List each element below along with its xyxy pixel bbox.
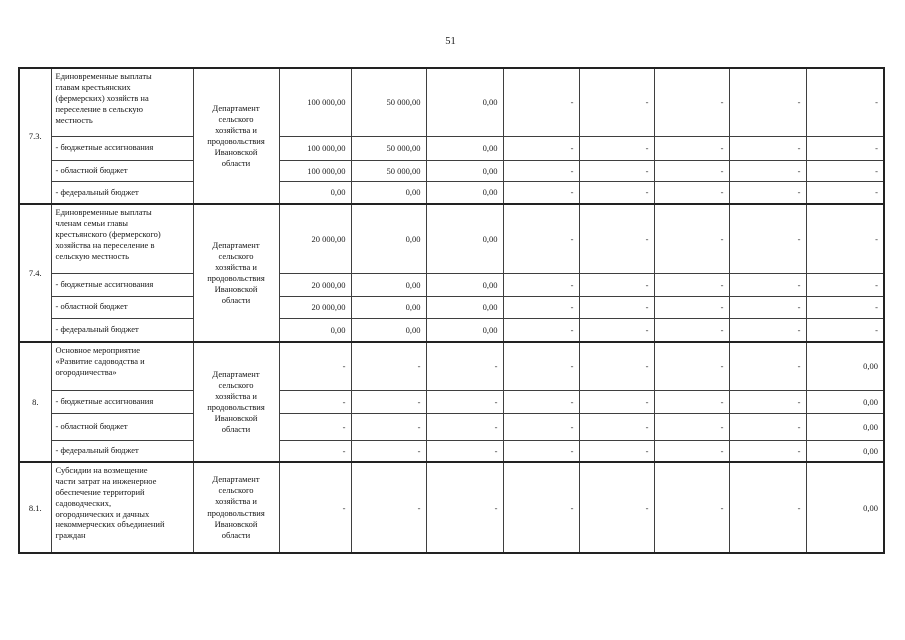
value-cell: 0,00 bbox=[426, 160, 503, 181]
value-cell: - bbox=[806, 181, 884, 204]
value-cell: 0,00 bbox=[279, 181, 351, 204]
page-number: 51 bbox=[445, 36, 456, 47]
value-cell: 0,00 bbox=[351, 204, 426, 273]
value-cell: - bbox=[579, 181, 654, 204]
table-row bbox=[19, 390, 884, 413]
value-cell: 0,00 bbox=[426, 296, 503, 318]
table-row bbox=[19, 462, 884, 553]
value-cell: - bbox=[579, 413, 654, 440]
budget-table bbox=[18, 67, 885, 554]
table-row bbox=[19, 68, 884, 136]
value-cell: - bbox=[279, 462, 351, 553]
value-cell: - bbox=[654, 136, 729, 160]
budget-line-label: - бюджетные ассигнования bbox=[51, 136, 193, 160]
row-number: 8. bbox=[19, 342, 51, 462]
value-cell: - bbox=[729, 296, 806, 318]
row-number: 8.1. bbox=[19, 462, 51, 553]
value-cell: 0,00 bbox=[806, 440, 884, 462]
value-cell: - bbox=[503, 204, 579, 273]
value-cell: 20 000,00 bbox=[279, 296, 351, 318]
value-cell: 0,00 bbox=[426, 181, 503, 204]
value-cell: - bbox=[503, 68, 579, 136]
budget-line-label: - федеральный бюджет bbox=[51, 318, 193, 342]
value-cell: - bbox=[503, 181, 579, 204]
value-cell: - bbox=[503, 318, 579, 342]
value-cell: - bbox=[426, 440, 503, 462]
budget-line-label: - федеральный бюджет bbox=[51, 440, 193, 462]
value-cell: - bbox=[729, 318, 806, 342]
department-text: Департамент сельского хозяйства и продовольствия Ивановской области bbox=[207, 102, 265, 169]
value-cell: 0,00 bbox=[426, 136, 503, 160]
value-cell: - bbox=[729, 390, 806, 413]
value-cell: - bbox=[503, 136, 579, 160]
value-cell: - bbox=[654, 68, 729, 136]
measure-title-cell bbox=[51, 204, 193, 273]
value-cell: 20 000,00 bbox=[279, 204, 351, 273]
value-cell: - bbox=[654, 204, 729, 273]
department-text: Департамент сельского хозяйства и продовольствия Ивановской области bbox=[207, 239, 265, 306]
value-cell: - bbox=[579, 390, 654, 413]
value-cell: - bbox=[806, 204, 884, 273]
value-cell: 0,00 bbox=[806, 390, 884, 413]
department-cell bbox=[193, 68, 279, 204]
value-cell: - bbox=[503, 413, 579, 440]
value-cell: - bbox=[503, 160, 579, 181]
value-cell: - bbox=[579, 296, 654, 318]
value-cell: - bbox=[729, 413, 806, 440]
measure-title: Основное мероприятие «Развитие садоводства и огородничества» bbox=[55, 345, 145, 377]
department-text: Департамент сельского хозяйства и продовольствия Ивановской области bbox=[207, 474, 265, 540]
value-cell: - bbox=[579, 136, 654, 160]
value-cell: - bbox=[351, 390, 426, 413]
value-cell: - bbox=[426, 413, 503, 440]
value-cell: - bbox=[351, 342, 426, 390]
value-cell: - bbox=[729, 204, 806, 273]
value-cell: - bbox=[806, 296, 884, 318]
table-row bbox=[19, 342, 884, 390]
value-cell: 0,00 bbox=[426, 204, 503, 273]
value-cell: - bbox=[503, 273, 579, 296]
value-cell: 50 000,00 bbox=[351, 68, 426, 136]
value-cell: - bbox=[729, 181, 806, 204]
value-cell: - bbox=[279, 390, 351, 413]
department-cell bbox=[193, 204, 279, 342]
measure-title-cell bbox=[51, 68, 193, 136]
measure-title-cell bbox=[51, 342, 193, 390]
value-cell: - bbox=[279, 440, 351, 462]
value-cell: - bbox=[654, 413, 729, 440]
department-cell bbox=[193, 462, 279, 553]
table-row bbox=[19, 273, 884, 296]
value-cell: - bbox=[279, 413, 351, 440]
value-cell: - bbox=[654, 181, 729, 204]
budget-line-label: - областной бюджет bbox=[51, 296, 193, 318]
value-cell: - bbox=[579, 273, 654, 296]
value-cell: 100 000,00 bbox=[279, 68, 351, 136]
value-cell: 20 000,00 bbox=[279, 273, 351, 296]
budget-line-label: - федеральный бюджет bbox=[51, 181, 193, 204]
value-cell: 50 000,00 bbox=[351, 160, 426, 181]
table-row bbox=[19, 160, 884, 181]
value-cell: 100 000,00 bbox=[279, 136, 351, 160]
value-cell: - bbox=[503, 390, 579, 413]
value-cell: - bbox=[806, 68, 884, 136]
value-cell: - bbox=[351, 462, 426, 553]
table-row bbox=[19, 318, 884, 342]
value-cell: - bbox=[351, 440, 426, 462]
value-cell: - bbox=[806, 136, 884, 160]
value-cell: - bbox=[579, 68, 654, 136]
value-cell: - bbox=[654, 296, 729, 318]
value-cell: - bbox=[503, 296, 579, 318]
value-cell: - bbox=[806, 318, 884, 342]
value-cell: - bbox=[654, 390, 729, 413]
value-cell: - bbox=[729, 136, 806, 160]
value-cell: 0,00 bbox=[806, 413, 884, 440]
value-cell: - bbox=[503, 440, 579, 462]
value-cell: 0,00 bbox=[426, 273, 503, 296]
value-cell: - bbox=[729, 273, 806, 296]
value-cell: 0,00 bbox=[426, 318, 503, 342]
value-cell: - bbox=[426, 342, 503, 390]
measure-title: Единовременные выплаты членам семьи главы крестьянского (фермерского) хозяйства на переселение в сельскую местность bbox=[55, 207, 161, 261]
value-cell: - bbox=[654, 160, 729, 181]
budget-line-label: - областной бюджет bbox=[51, 413, 193, 440]
value-cell: 0,00 bbox=[351, 318, 426, 342]
value-cell: - bbox=[729, 342, 806, 390]
value-cell: - bbox=[579, 160, 654, 181]
value-cell: - bbox=[654, 342, 729, 390]
value-cell: - bbox=[806, 273, 884, 296]
department-text: Департамент сельского хозяйства и продовольствия Ивановской области bbox=[207, 368, 265, 435]
value-cell: 50 000,00 bbox=[351, 136, 426, 160]
value-cell: - bbox=[729, 160, 806, 181]
measure-title: Единовременные выплаты главам крестьянских (фермерских) хозяйств на переселение в сельскую местность bbox=[55, 71, 152, 125]
value-cell: - bbox=[654, 440, 729, 462]
value-cell: - bbox=[503, 462, 579, 553]
value-cell: - bbox=[579, 204, 654, 273]
value-cell: 0,00 bbox=[351, 273, 426, 296]
table-row bbox=[19, 413, 884, 440]
value-cell: 0,00 bbox=[351, 296, 426, 318]
value-cell: 0,00 bbox=[426, 68, 503, 136]
budget-line-label: - бюджетные ассигнования bbox=[51, 390, 193, 413]
measure-title: Субсидии на возмещение части затрат на инженерное обеспечение территорий садоводческих, огороднических и дачных некоммерческих объединений граждан bbox=[55, 465, 165, 541]
department-cell bbox=[193, 342, 279, 462]
value-cell: - bbox=[579, 342, 654, 390]
value-cell: - bbox=[579, 462, 654, 553]
value-cell: - bbox=[654, 462, 729, 553]
value-cell: - bbox=[503, 342, 579, 390]
value-cell: - bbox=[351, 413, 426, 440]
value-cell: - bbox=[729, 440, 806, 462]
value-cell: - bbox=[579, 318, 654, 342]
row-number: 7.3. bbox=[19, 68, 51, 204]
value-cell: 0,00 bbox=[806, 342, 884, 390]
value-cell: 0,00 bbox=[279, 318, 351, 342]
measure-title-cell bbox=[51, 462, 193, 553]
value-cell: 0,00 bbox=[351, 181, 426, 204]
budget-line-label: - областной бюджет bbox=[51, 160, 193, 181]
row-number: 7.4. bbox=[19, 204, 51, 342]
value-cell: - bbox=[654, 318, 729, 342]
table-row bbox=[19, 181, 884, 204]
value-cell: - bbox=[729, 68, 806, 136]
value-cell: - bbox=[279, 342, 351, 390]
table-row bbox=[19, 440, 884, 462]
value-cell: - bbox=[729, 462, 806, 553]
value-cell: 100 000,00 bbox=[279, 160, 351, 181]
value-cell: - bbox=[426, 390, 503, 413]
budget-line-label: - бюджетные ассигнования bbox=[51, 273, 193, 296]
table-row bbox=[19, 204, 884, 273]
table-row bbox=[19, 296, 884, 318]
value-cell: - bbox=[654, 273, 729, 296]
value-cell: - bbox=[426, 462, 503, 553]
table-row bbox=[19, 136, 884, 160]
value-cell: 0,00 bbox=[806, 462, 884, 553]
value-cell: - bbox=[806, 160, 884, 181]
value-cell: - bbox=[579, 440, 654, 462]
